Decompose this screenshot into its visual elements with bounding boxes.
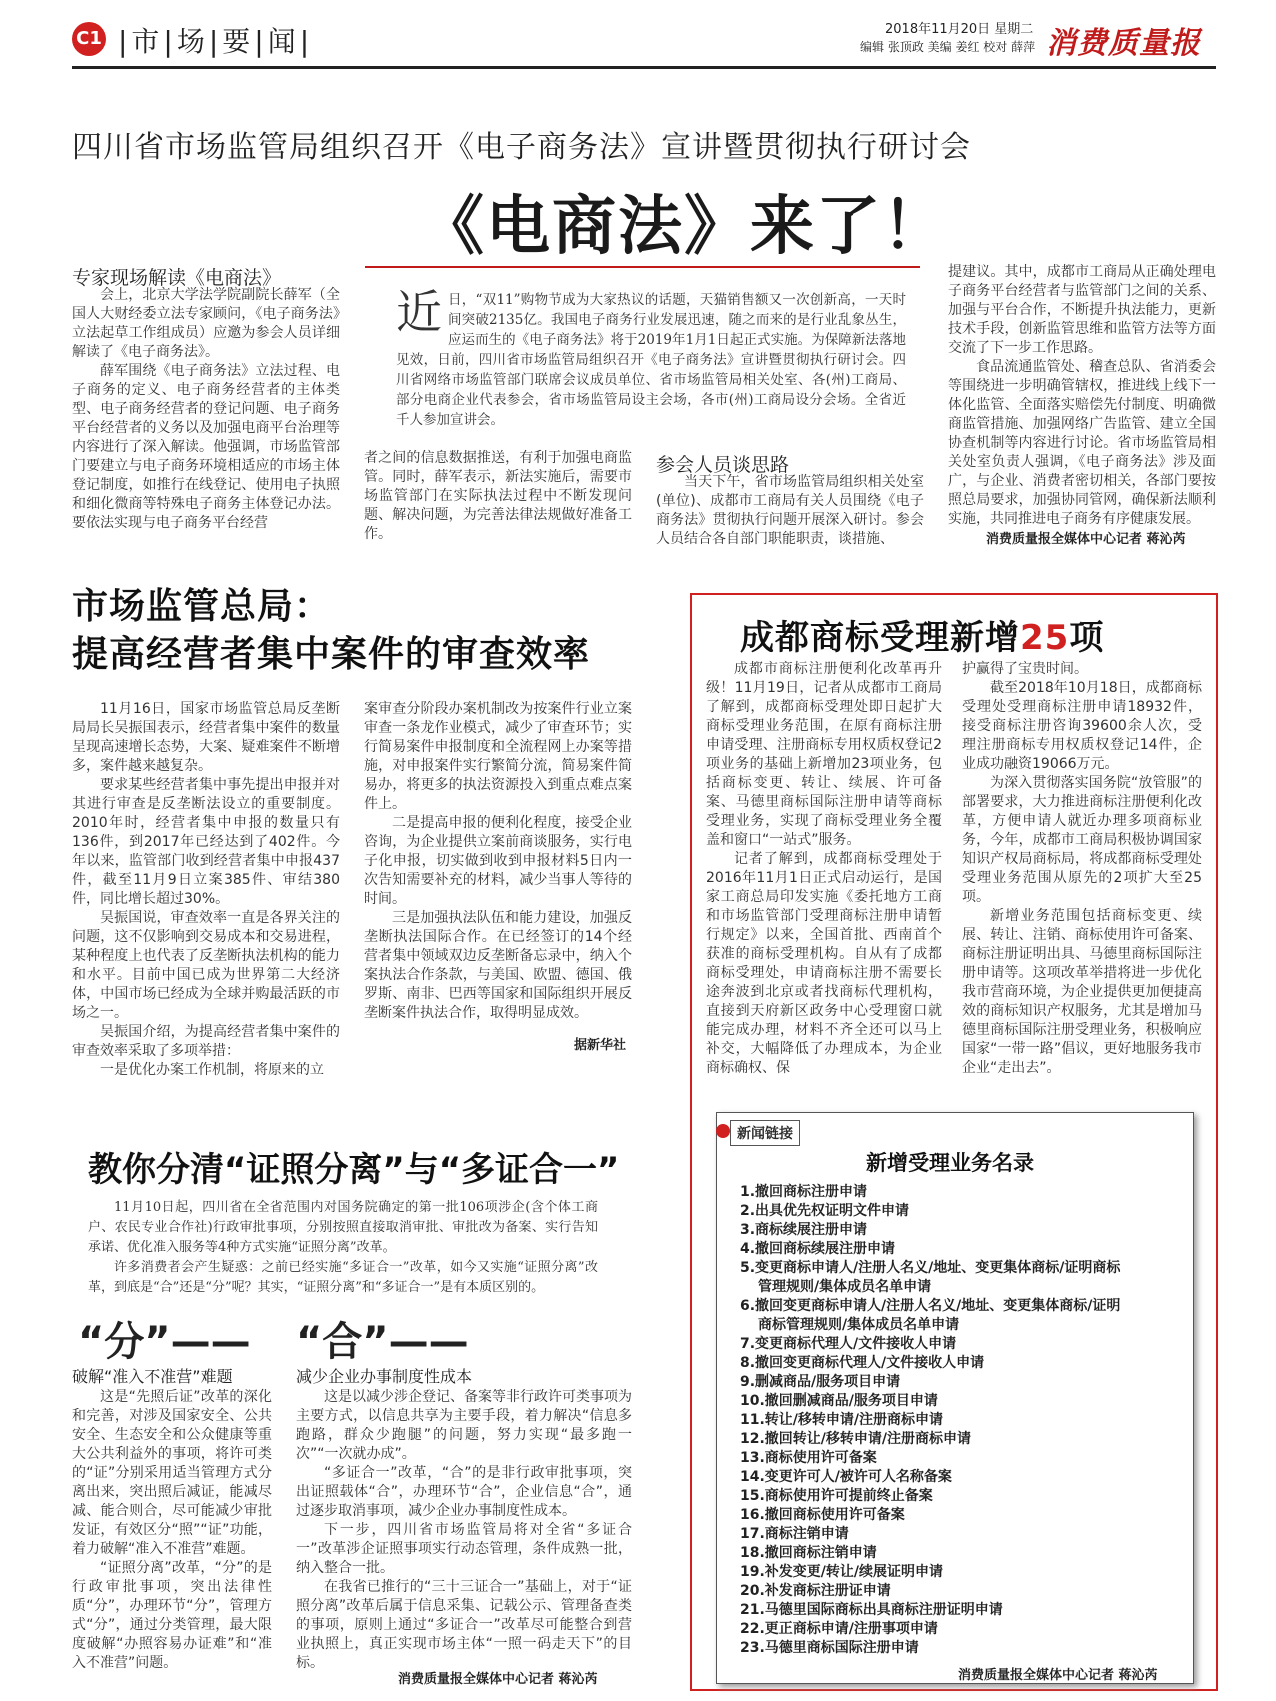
list-item-text: 12.撤回转让/移转申请/注册商标申请 bbox=[740, 1431, 972, 1447]
paragraph: 会上，北京大学法学院副院长薛军（全国人大财经委立法专家顾问，《电子商务法》立法起草工作组成员）应邀为参会人员详细解读了《电子商务法》。 bbox=[72, 287, 340, 360]
list-item bbox=[740, 1601, 1180, 1620]
list-item-continuation: 管理规则/集体成员名单申请 bbox=[758, 1279, 932, 1295]
paragraph: 许多消费者会产生疑惑：之前已经实施“多证合一”改革，如今又实施“证照分离”改革，到底是“合”还是“分”呢？其实，“证照分离”和“多证合一”是有本质区别的。 bbox=[88, 1260, 598, 1295]
list-item bbox=[740, 1430, 1180, 1449]
list-item-text: 8.撤回变更商标代理人/文件接收人申请 bbox=[740, 1355, 985, 1371]
paragraph: 一是优化办案工作机制，将原来的立 bbox=[100, 1062, 324, 1078]
list-item bbox=[740, 1487, 1180, 1506]
business-list bbox=[740, 1183, 1180, 1658]
list-item bbox=[740, 1221, 1180, 1240]
list-item bbox=[740, 1468, 1180, 1487]
news-link-dot-icon bbox=[716, 1124, 730, 1138]
lead-text: 日，“双11”购物节成为大家热议的话题，天猫销售额又一次创新高，一天时间突破2135亿。我国电子商务行业发展迅速，随之而来的是行业乱象丛生，应运而生的《电子商务法》将于2019年1月1日起正式实施。为保障新法落地见效，日前，四川省市场监管局组织召开《电子商务法》宣讲暨贯彻执行研讨会。四川省网络市场监管部门联席会议成员单位、省市场监管局相关处室、各(州)工商局、部分电商企业代表参会，省市场监管局设主会场，各市(州)工商局设分会场。全省近千人参加宣讲会。 bbox=[396, 292, 906, 428]
attendees-heading: 参会人员谈思路 bbox=[656, 454, 790, 476]
list-item-text: 16.撤回商标使用许可备案 bbox=[740, 1507, 905, 1523]
mid-title-line1: 市场监管总局： bbox=[72, 586, 332, 627]
paragraph: 新增业务范围包括商标变更、续展、转让、注销、商标使用许可备案、商标注册证明出具、马德里商标国际注册申请等。这项改革举措将进一步优化我市营商环境，为企业提供更加便捷高效的商标知识产权服务，尤其是增加马德里商标国际注册受理业务，积极响应国家“一带一路”倡议，更好地服务我市企业“走出去”。 bbox=[962, 908, 1202, 1076]
issue-date: 2018年11月20日 星期二 bbox=[885, 22, 1034, 37]
section-name: |市|场|要|闻| bbox=[118, 25, 314, 58]
paragraph: 当天下午，省市场监管局组织相关处室(单位)、成都市工商局有关人员围绕《电子商务法》贯彻执行问题开展深入研讨。参会人员结合各自部门职能职责，谈措施、 bbox=[656, 474, 924, 547]
paragraph: 记者了解到，成都商标受理处于2016年11月1日正式启动运行，是国家工商总局印发实施《委托地方工商和市场监管部门受理商标注册申请暂行规定》以来，全国首批、西南首个获准的商标受理机构。自从有了成都商标受理处，申请商标注册不需要长途奔波到北京或者找商标代理机构，直接到天府新区政务中心受理窗口就能完成办理，材料不齐全还可以马上补交，大幅降低了办理成本，为企业商标确权、保 bbox=[706, 851, 942, 1076]
newspaper-name: 消费质量报 bbox=[1046, 26, 1201, 61]
paragraph: 在我省已推行的“三十三证合一”基础上，对于“证照分离”改革后属于信息采集、记载公示、管理备查类的事项，原则上通过“多证合一”改革尽可能整合到营业执照上，真正实现市场主体“一照一码走天下”的目标。 bbox=[296, 1579, 632, 1671]
paragraph: 截至2018年10月18日，成都商标受理处受理商标注册申请18932件，接受商标注册咨询39600余人次，受理注册商标专用权质权登记14件，企业成功融资19066万元。 bbox=[962, 680, 1202, 772]
paragraph: 提建议。其中，成都市工商局从正确处理电子商务平台经营者与监管部门之间的关系、加强与平台合作，不断提升执法能力，更新技术手段，创新监管思维和监管方法等方面交流了下一步工作思路。 bbox=[948, 264, 1216, 356]
list-item-text: 23.马德里商标国际注册申请 bbox=[740, 1640, 919, 1656]
paragraph: 护赢得了宝贵时间。 bbox=[962, 661, 1088, 677]
box-title-text: 成都商标受理新增 bbox=[740, 618, 1020, 658]
list-item-text: 21.马德里国际商标出具商标注册证明申请 bbox=[740, 1602, 1003, 1618]
paragraph: 11月10日起，四川省在全省范围内对国务院确定的第一批106项涉企(含个体工商户、农民专业合作社)行政审批事项，分别按照直接取消审批、审批改为备案、实行告知承诺、优化准入服务等4种方式实施“证照分离”改革。 bbox=[88, 1200, 598, 1255]
section-badge: C1 bbox=[72, 22, 106, 56]
box-byline: 消费质量报全媒体中心记者 蒋沁芮 bbox=[958, 1668, 1158, 1683]
top-article-title: 《电商法》来了！ bbox=[420, 190, 948, 264]
paragraph: 这是以减少涉企登记、备案等非行政许可类事项为主要方式，以信息共享为主要手段，着力解决“信息多跑路，群众少跑腿”的问题，努力实现“最多跑一次”“一次就办成”。 bbox=[296, 1389, 632, 1462]
list-item bbox=[740, 1449, 1180, 1468]
news-link-label: 新闻链接 bbox=[730, 1120, 800, 1146]
staff-credits: 编辑 张顶政 美编 姜红 校对 薛萍 bbox=[860, 40, 1036, 54]
list-item-text: 5.变更商标申请人/注册人名义/地址、变更集体商标/证明商标 bbox=[740, 1260, 1121, 1276]
list-item-text: 14.变更许可人/被许可人名称备案 bbox=[740, 1469, 952, 1485]
list-item bbox=[740, 1506, 1180, 1525]
list-item bbox=[740, 1411, 1180, 1430]
list-item bbox=[740, 1373, 1180, 1392]
title-rule bbox=[365, 266, 920, 268]
he-subheading: 减少企业办事制度性成本 bbox=[296, 1367, 473, 1386]
list-item-text: 17.商标注销申请 bbox=[740, 1526, 849, 1542]
list-item-text: 10.撤回删减商品/服务项目申请 bbox=[740, 1393, 938, 1409]
bottom-intro bbox=[88, 1198, 598, 1298]
list-title: 新增受理业务名录 bbox=[866, 1151, 1034, 1175]
list-item bbox=[740, 1354, 1180, 1373]
paragraph: 这是“先照后证”改革的深化和完善，对涉及国家安全、公共安全、生态安全和公众健康等重大公共利益外的事项，将许可类的“证”分别采用适当管理方式分离出来，突出照后减证，能减尽减、能合则合，尽可能减少审批发证，有效区分“照”“证”功能，着力破解“准入不准营”难题。 bbox=[72, 1389, 272, 1557]
list-item-text: 7.变更商标代理人/文件接收人申请 bbox=[740, 1336, 957, 1352]
fen-column bbox=[72, 1388, 272, 1673]
box-title-number: 25 bbox=[1020, 618, 1070, 658]
list-item bbox=[740, 1202, 1180, 1221]
top-article-subtitle: 四川省市场监管局组织召开《电子商务法》宣讲暨贯彻执行研讨会 bbox=[72, 130, 971, 165]
paragraph: 薛军围绕《电子商务法》立法过程、电子商务的定义、电子商务经营者的主体类型、电子商务经营者的登记问题、电子商务平台经营者的义务以及加强电商平台治理等内容进行了深入解读。他强调，市场监管部门要建立与电子商务环境相适应的市场主体登记制度，如推行在线登记、使用电子执照和细化微商等特殊电子商务主体登记办法。要依法实现与电子商务平台经营 bbox=[72, 363, 340, 531]
box-column-right bbox=[962, 660, 1202, 1078]
lead-paragraph bbox=[396, 285, 906, 430]
list-item-text: 18.撤回商标注销申请 bbox=[740, 1545, 877, 1561]
he-column bbox=[296, 1388, 632, 1673]
list-item-text: 9.删减商品/服务项目申请 bbox=[740, 1374, 901, 1390]
list-item bbox=[740, 1297, 1180, 1335]
list-item bbox=[740, 1544, 1180, 1563]
paragraph: 成都市商标注册便利化改革再升级！11月19日，记者从成都市工商局了解到，成都商标受理处即日起扩大商标受理业务范围，在原有商标注册申请受理、注册商标专用权质权登记2项业务的基础上新增加23项业务，包括商标变更、转让、续展、许可备案、马德里商标国际注册申请等商标受理业务，实现了商标受理业务全覆盖和窗口“一站式”服务。 bbox=[706, 661, 942, 848]
fen-heading: “分”—— bbox=[78, 1319, 251, 1365]
list-item-text: 22.更正商标申请/注册事项申请 bbox=[740, 1621, 938, 1637]
list-item-text: 13.商标使用许可备案 bbox=[740, 1450, 877, 1466]
list-item-text: 15.商标使用许可提前终止备案 bbox=[740, 1488, 933, 1504]
paragraph: 11月16日，国家市场监管总局反垄断局局长吴振国表示，经营者集中案件的数量呈现高速增长态势，大案、疑难案件不断增多，案件越来越复杂。 bbox=[72, 701, 340, 774]
list-item-text: 19.补发变更/转让/续展证明申请 bbox=[740, 1564, 944, 1580]
header-rule bbox=[72, 66, 1216, 69]
list-item bbox=[740, 1392, 1180, 1411]
paragraph: 食品流通监管处、稽查总队、省消委会等围绕进一步明确管辖权，推进线上线下一体化监管、全面落实赔偿先付制度、明确微商监管措施、加强网络广告监管、建立全国协查机制等内容进行讨论。省市场监管局相关处室负责人强调，《电子商务法》涉及面广，与企业、消费者密切相关，各部门要按照总局要求，加强协同管网，确保新法顺利实施，共同推进电子商务有序健康发展。 bbox=[948, 359, 1216, 527]
mid-column-2 bbox=[364, 700, 632, 1023]
paragraph: 二是提高申报的便利化程度，接受企业咨询，为企业提供立案前商谈服务，实行电子化申报，切实做到收到申报材料5日内一次告知需要补充的材料，减少当事人等待的时间。 bbox=[364, 815, 632, 907]
list-item-text: 3.商标续展注册申请 bbox=[740, 1222, 868, 1238]
list-item-text: 4.撤回商标续展注册申请 bbox=[740, 1241, 896, 1257]
bottom-byline: 消费质量报全媒体中心记者 蒋沁芮 bbox=[398, 1672, 598, 1687]
paragraph: “多证合一”改革，“合”的是非行政审批事项，突出证照载体“合”，办理环节“合”，企业信息“合”，通过逐步取消事项，减少企业办事制度性成本。 bbox=[296, 1465, 632, 1519]
box-title-end: 项 bbox=[1069, 618, 1105, 658]
bottom-title: 教你分清“证照分离”与“多证合一” bbox=[88, 1150, 620, 1190]
mid-source: 据新华社 bbox=[574, 1038, 627, 1053]
paragraph: “证照分离”改革，“分”的是行政审批事项，突出法律性质“分”，办理环节“分”，管理方式“分”，通过分类管理，最大限度破解“办照容易办证难”和“准入不准营”问题。 bbox=[72, 1560, 272, 1671]
expert-heading: 专家现场解读《电商法》 bbox=[72, 267, 282, 289]
list-item bbox=[740, 1259, 1180, 1297]
list-item bbox=[740, 1183, 1180, 1202]
paragraph: 下一步，四川省市场监管局将对全省“多证合一”改革涉企证照事项实行动态管理，条件成熟一批，纳入整合一批。 bbox=[296, 1522, 632, 1576]
paragraph: 吴振国说，审查效率一直是各界关注的问题，这不仅影响到交易成本和交易进程，某种程度上也代表了反垄断执法机构的能力和水平。目前中国已成为世界第二大经济体，中国市场已经成为全球并购最活跃的市场之一。 bbox=[72, 910, 340, 1021]
list-item-text: 6.撤回变更商标申请人/注册人名义/地址、变更集体商标/证明 bbox=[740, 1298, 1121, 1314]
list-item bbox=[740, 1620, 1180, 1639]
attendees-column bbox=[656, 473, 924, 549]
expert-column bbox=[72, 286, 340, 533]
box-column-left bbox=[706, 660, 942, 1078]
expert-continued: 者之间的信息数据推送，有利于加强电商监管。同时，薛军表示，新法实施后，需要市场监管部门在实际执法过程中不断发现问题、解决问题，为完善法律法规做好准备工作。 bbox=[364, 450, 632, 542]
list-item-continuation: 商标管理规则/集体成员名单申请 bbox=[758, 1317, 960, 1333]
top-byline: 消费质量报全媒体中心记者 蒋沁芮 bbox=[986, 532, 1186, 547]
paragraph: 三是加强执法队伍和能力建设，加强反垄断执法国际合作。在已经签订的14个经营者集中领域双边反垄断备忘录中，纳入个案执法合作条款，与美国、欧盟、德国、俄罗斯、南非、巴西等国家和国际组织开展反垄断案件执法合作，取得明显成效。 bbox=[364, 910, 632, 1021]
top-right-column bbox=[948, 263, 1216, 529]
drop-cap: 近 bbox=[396, 285, 442, 339]
list-item-text: 11.转让/移转申请/注册商标申请 bbox=[740, 1412, 944, 1428]
mid-title-line2: 提高经营者集中案件的审查效率 bbox=[72, 634, 591, 675]
list-item bbox=[740, 1240, 1180, 1259]
he-heading: “合”—— bbox=[296, 1319, 469, 1365]
list-item bbox=[740, 1582, 1180, 1601]
paragraph: 要求某些经营者集中事先提出申报并对其进行审查是反垄断法设立的重要制度。2010年时，经营者集中申报的数量只有136件，到2017年已经达到了402件。今年以来，监管部门收到经营者集中申报437件，截至11月9日立案385件、审结380件，同比增长超过30%。 bbox=[72, 777, 340, 907]
paragraph: 为深入贯彻落实国务院“放管服”的部署要求，大力推进商标注册便利化改革，方便申请人就近办理多项商标业务，今年，成都市工商局积极协调国家知识产权局商标局，将成都商标受理处受理业务范围从原先的2项扩大至25项。 bbox=[962, 775, 1202, 905]
box-title bbox=[740, 610, 1104, 659]
paragraph: 吴振国介绍，为提高经营者集中案件的审查效率采取了多项举措： bbox=[72, 1024, 340, 1059]
list-item bbox=[740, 1335, 1180, 1354]
list-item-text: 2.出具优先权证明文件申请 bbox=[740, 1203, 910, 1219]
paragraph: 案审查分阶段办案机制改为按案件行业立案审查一条龙作业模式，减少了审查环节；实行简易案件申报制度和全流程网上办案等措施，对申报案件实行繁简分流，简易案件简易办，将更多的执法资源投入到重点难点案件上。 bbox=[364, 701, 632, 812]
list-item-text: 20.补发商标注册证申请 bbox=[740, 1583, 891, 1599]
mid-column-1 bbox=[72, 700, 340, 1080]
list-item-text: 1.撤回商标注册申请 bbox=[740, 1184, 868, 1200]
list-item bbox=[740, 1525, 1180, 1544]
fen-subheading: 破解“准入不准营”难题 bbox=[72, 1367, 233, 1386]
list-item bbox=[740, 1639, 1180, 1658]
list-item bbox=[740, 1563, 1180, 1582]
